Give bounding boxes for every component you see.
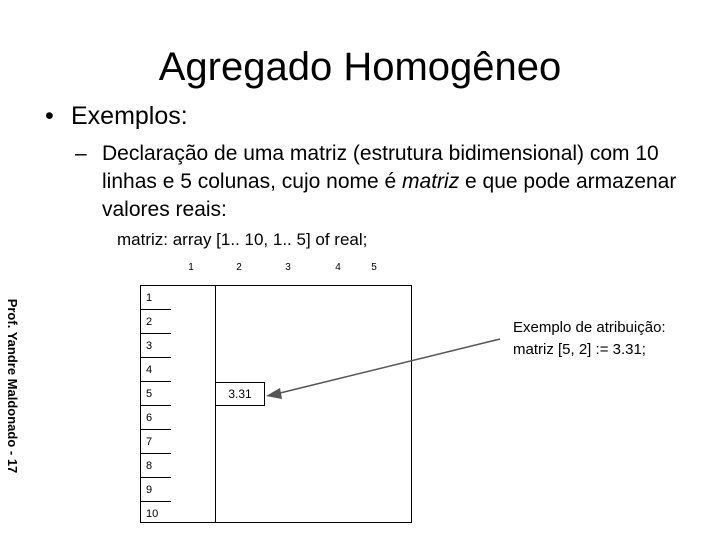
row-header: 1 <box>146 292 153 304</box>
row-header: 4 <box>146 364 153 376</box>
assignment-note <box>513 317 666 361</box>
side-label: Prof. Yandre Maldonado - 17 <box>5 298 20 474</box>
column-header: 5 <box>371 262 377 273</box>
bullet-marker: • <box>45 102 54 130</box>
matrix-cell-value: 3.31 <box>215 382 265 406</box>
sub-bullet-text-after: e que pode armazenar valores reais: <box>102 170 677 221</box>
slide-title: Agregado Homogêneo <box>158 45 562 89</box>
row-header: 2 <box>146 316 153 328</box>
bullet-text: Exemplos: <box>71 102 188 130</box>
column-header: 3 <box>285 262 291 273</box>
row-header: 10 <box>146 508 159 520</box>
column-header: 2 <box>236 262 242 273</box>
sub-bullet-marker: – <box>75 142 87 165</box>
row-header: 9 <box>146 484 153 496</box>
sub-bullet-text-italic: matriz <box>402 170 460 193</box>
row-header: 3 <box>146 340 153 352</box>
assignment-note-title: Exemplo de atribuição: <box>513 319 666 336</box>
row-header: 6 <box>146 412 153 424</box>
sub-bullet-text-before: Declaração de uma matriz (estrutura bidimensional) com 10 linhas e 5 colunas, cujo nome é <box>102 142 659 193</box>
row-header: 5 <box>146 388 153 400</box>
declaration-code: matriz: array [1.. 10, 1.. 5] of real; <box>117 230 368 249</box>
assignment-note-code: matriz [5, 2] := 3.31; <box>513 341 646 358</box>
column-header: 4 <box>335 262 341 273</box>
row-header: 8 <box>146 460 153 472</box>
column-header: 1 <box>188 262 194 273</box>
row-header: 7 <box>146 436 153 448</box>
